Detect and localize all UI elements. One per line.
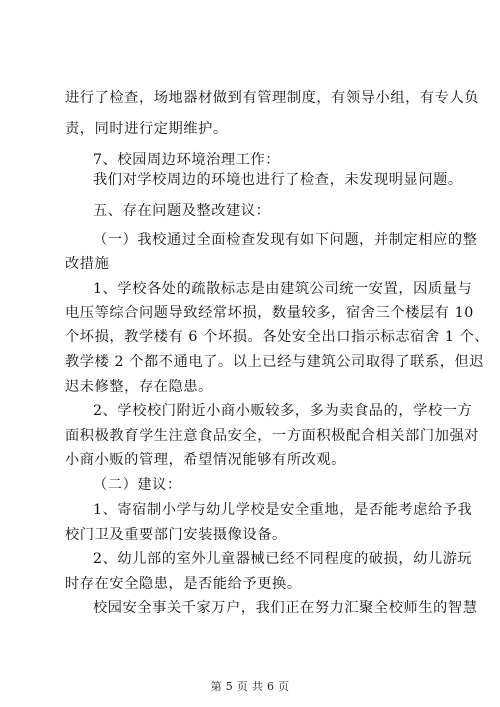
text-line-15: 小商小贩的管理，希望情况能够有所改观。 bbox=[65, 452, 346, 468]
section-heading-5: 五、存在问题及整改建议： bbox=[93, 203, 271, 219]
text-line-20: 时存在安全隐患，是否能给予更换。 bbox=[65, 576, 302, 592]
text-line-2: 责，同时进行定期维护。 bbox=[65, 121, 228, 137]
section-heading-7: 7、校园周边环境治理工作： bbox=[93, 152, 281, 168]
text-line-12: 迟未修整，存在隐患。 bbox=[65, 379, 213, 395]
page-footer: 第 5 页 共 6 页 bbox=[210, 680, 290, 693]
text-line-13: 2、学校校门附近小商小贩较多，多为卖食品的，学校一方 bbox=[93, 403, 473, 419]
subsection-heading-1: （一）我校通过全面检查发现有如下问题，并制定相应的整 bbox=[93, 232, 478, 248]
text-line-7: 改措施 bbox=[65, 256, 110, 272]
text-line-18: 校门卫及重要部门安装摄像设备。 bbox=[65, 527, 287, 543]
text-line-9: 电压等综合问题导致经常坏损，数量较多，宿舍三个楼层有 10 bbox=[65, 305, 474, 321]
text-line-17: 1、寄宿制小学与幼儿学校是安全重地，是否能考虑给予我 bbox=[93, 502, 473, 518]
text-line-4: 我们对学校周边的环境也进行了检查，未发现明显问题。 bbox=[93, 172, 463, 188]
text-line-14: 面积极教育学生注意食品安全，一方面积极配合相关部门加强对 bbox=[65, 428, 480, 444]
subsection-heading-2: （二）建议： bbox=[93, 477, 182, 493]
text-line-8: 1、学校各处的疏散标志是由建筑公司统一安置，因质量与 bbox=[93, 281, 473, 297]
text-line-1: 进行了检查，场地器材做到有管理制度，有领导小组，有专人负 bbox=[65, 90, 480, 106]
text-line-21: 校园安全事关千家万户，我们正在努力汇聚全校师生的智慧 bbox=[93, 600, 478, 616]
text-line-19: 2、幼儿部的室外儿童器械已经不同程度的破损，幼儿游玩 bbox=[93, 551, 473, 567]
text-line-11: 教学楼 2 个都不通电了。以上已经与建筑公司取得了联系，但迟 bbox=[65, 354, 485, 370]
text-line-10: 个坏损，教学楼有 6 个坏损。各处安全出口指示标志宿舍 1 个、 bbox=[65, 329, 490, 345]
